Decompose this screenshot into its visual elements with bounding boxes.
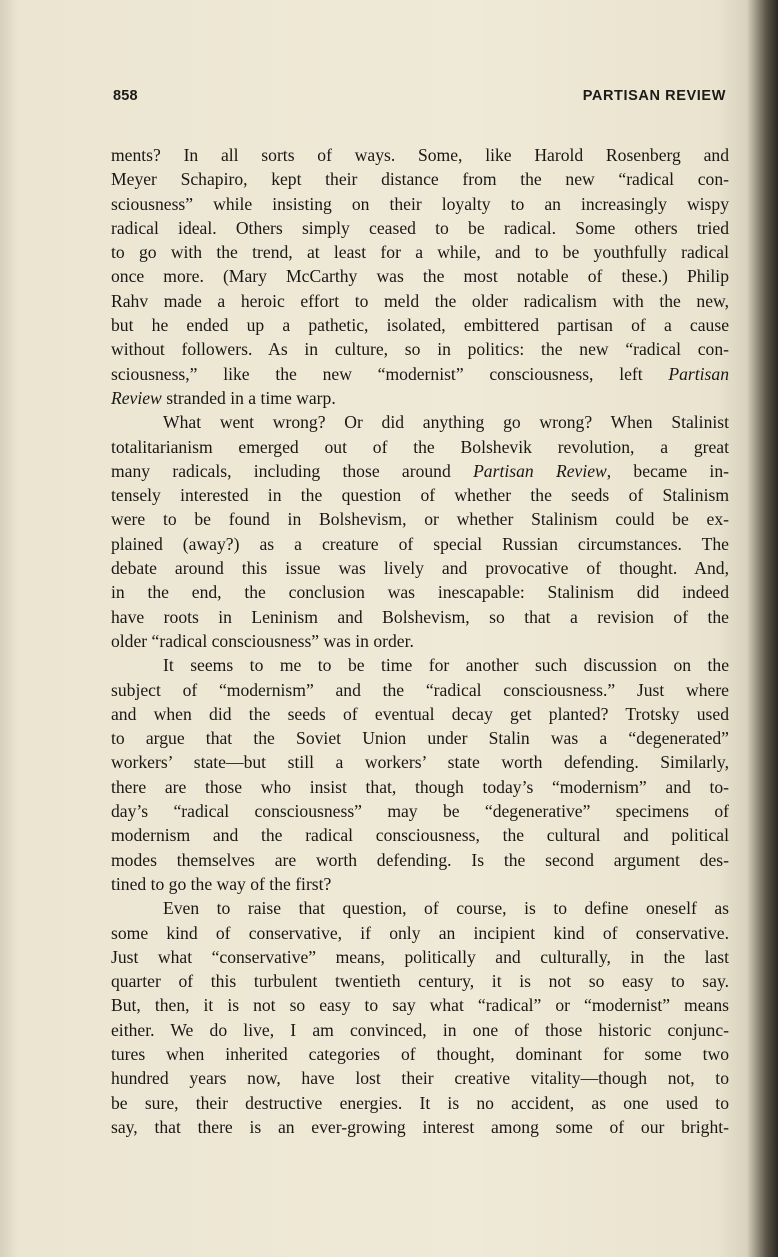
- article-body: [111, 143, 729, 1139]
- text-line: there are those who insist that, though today’s “modernism” and to-: [111, 776, 729, 797]
- text-line: to go with the trend, at least for a while, and to be youthfully radical: [111, 242, 729, 263]
- text-line: sciousness,” like the new “modernist” consciousness, left Partisan: [111, 363, 729, 384]
- text-line: totalitarianism emerged out of the Bolshevik revolution, a great: [111, 436, 729, 457]
- text-line: many radicals, including those around Partisan Review, became in-: [111, 460, 729, 481]
- text-line: say, that there is an ever-growing interest among some of our bright-: [111, 1116, 729, 1137]
- text-line: modernism and the radical consciousness, the cultural and political: [111, 825, 729, 846]
- text-line: have roots in Leninism and Bolshevism, so that a revision of the: [111, 606, 729, 627]
- text-line: What went wrong? Or did anything go wrong? When Stalinist: [163, 412, 729, 433]
- text-line: It seems to me to be time for another such discussion on the: [163, 655, 729, 676]
- text-line: in the end, the conclusion was inescapable: Stalinism did indeed: [111, 582, 729, 603]
- text-line: But, then, it is not so easy to say what “radical” or “modernist” means: [111, 995, 729, 1016]
- text-line: debate around this issue was lively and provocative of thought. And,: [111, 558, 729, 579]
- text-line: hundred years now, have lost their creative vitality—though not, to: [111, 1068, 729, 1089]
- text-line: plained (away?) as a creature of special Russian circumstances. The: [111, 533, 729, 554]
- text-line: radical ideal. Others simply ceased to be radical. Some others tried: [111, 217, 729, 238]
- text-line: were to be found in Bolshevism, or whether Stalinism could be ex-: [111, 509, 729, 530]
- text-line: tures when inherited categories of thought, dominant for some two: [111, 1043, 729, 1064]
- text-line: but he ended up a pathetic, isolated, embittered partisan of a cause: [111, 315, 729, 336]
- journal-title: PARTISAN REVIEW: [582, 88, 726, 104]
- text-line: without followers. As in culture, so in politics: the new “radical con-: [111, 339, 729, 360]
- text-line: workers’ state—but still a workers’ state worth defending. Similarly,: [111, 752, 729, 773]
- page-number: 858: [113, 88, 138, 104]
- text-line: modes themselves are worth defending. Is the second argument des-: [111, 849, 729, 870]
- text-line: Just what “conservative” means, politically and culturally, in the last: [111, 946, 729, 967]
- text-line: and when did the seeds of eventual decay get planted? Trotsky used: [111, 703, 729, 724]
- text-line: Review stranded in a time warp.: [111, 387, 336, 408]
- text-line: subject of “modernism” and the “radical consciousness.” Just where: [111, 679, 729, 700]
- text-line: to argue that the Soviet Union under Stalin was a “degenerated”: [111, 728, 729, 749]
- text-line: Rahv made a heroic effort to meld the older radicalism with the new,: [111, 290, 729, 311]
- text-line: tensely interested in the question of whether the seeds of Stalinism: [111, 485, 729, 506]
- text-line: tined to go the way of the first?: [111, 873, 332, 894]
- text-line: some kind of conservative, if only an incipient kind of conservative.: [111, 922, 729, 943]
- text-line: Even to raise that question, of course, is to define oneself as: [163, 898, 729, 919]
- text-line: once more. (Mary McCarthy was the most notable of these.) Philip: [111, 266, 729, 287]
- text-line: quarter of this turbulent twentieth century, it is not so easy to say.: [111, 971, 729, 992]
- text-line: day’s “radical consciousness” may be “degenerative” specimens of: [111, 801, 729, 822]
- text-line: older “radical consciousness” was in order.: [111, 630, 414, 651]
- text-line: sciousness” while insisting on their loyalty to an increasingly wispy: [111, 193, 729, 214]
- text-line: be sure, their destructive energies. It is no accident, as one used to: [111, 1092, 729, 1113]
- text-line: either. We do live, I am convinced, in one of those historic conjunc-: [111, 1019, 729, 1040]
- running-header: [113, 88, 726, 112]
- text-line: Meyer Schapiro, kept their distance from the new “radical con-: [111, 169, 729, 190]
- text-line: ments? In all sorts of ways. Some, like Harold Rosenberg and: [111, 145, 729, 165]
